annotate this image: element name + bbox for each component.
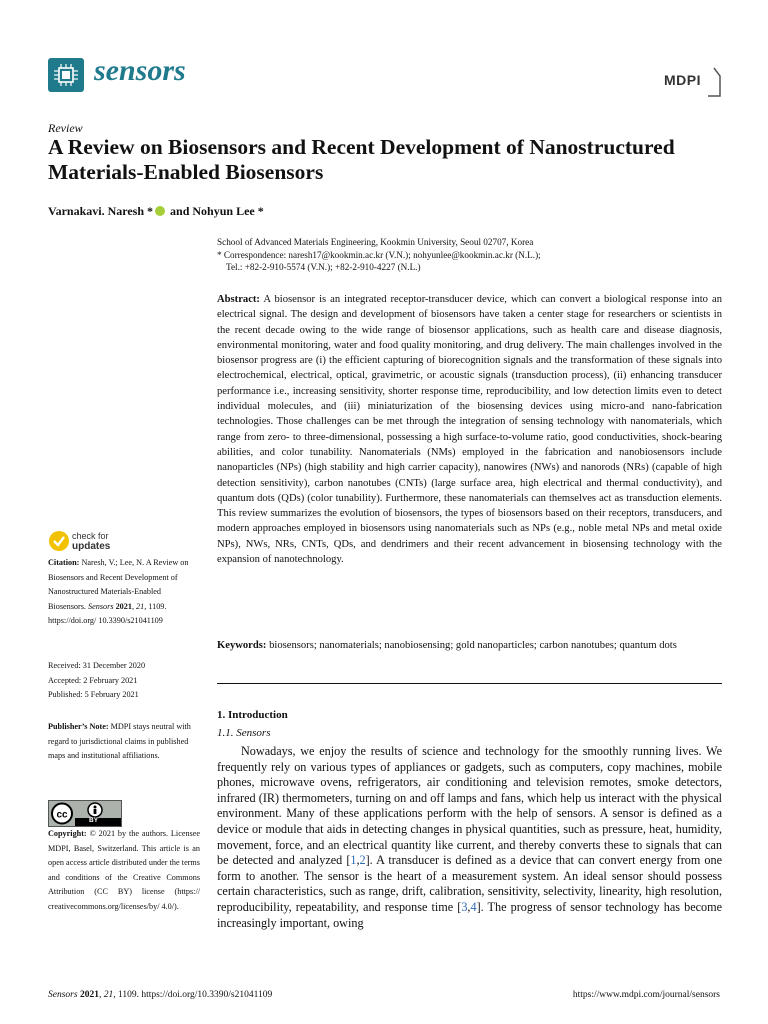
check-line1: check for [72,531,109,541]
cc-label: BY [89,817,99,824]
svg-text:cc: cc [56,809,68,821]
abstract-label: Abstract: [217,294,260,305]
correspondence: * Correspondence: naresh17@kookmin.ac.kr (V.N.); nohyunlee@kookmin.ac.kr (N.L.); [217,249,541,260]
affiliation-block [217,236,717,274]
affiliation: School of Advanced Materials Engineering, Kookmin University, Seoul 02707, Korea [217,237,534,247]
keywords-text: biosensors; nanomaterials; nanobiosensing; gold nanoparticles; carbon nanotubes; quantum dots [269,640,677,651]
copyright-block [48,827,200,915]
publisher-logo [664,64,722,100]
keywords-label: Keywords: [217,640,267,651]
abstract [217,292,722,567]
footer-citation: Sensors 2021, 21, 1109. https://doi.org/10.3390/s21041109 [48,990,273,1000]
body-text: ]. The progress of sensor technology has become increasingly important, owing [217,899,722,930]
orcid-icon[interactable] [155,206,165,216]
dates-block [48,659,200,703]
reference-separator: , [356,853,360,868]
abstract-text: A biosensor is an integrated receptor-transducer device, which can convert a biological response into an electrical signal. The design and development of biosensors have taken a center stage for researchers or scientists in the recent decade owing to the wide range of biosensor applications, such as health care and disease diagnosis, environmental monitoring, water and food quality monitoring, and drug delivery. The main challenges involved in the biosensor progress are (i) the efficient capturing of biorecognition signals and the transformation of these signals into electrochemical, electrical, optical, gravimetric, or acoustic signals (transduction process), (ii) enhancing transducer performance i.e., increasing sensitivity, shorter response time, reproducibility, and low detection limits even to detect individual molecules, and (iii) miniaturization of the biosensing devices using micro-and nano-fabrication technologies. Those challenges can be met through the integration of sensing technology with nanomaterials, which range from zero- to three-dimensional, possessing a high surface-to-volume ratio, good conductivities, shock-bearing abilities, and color tunability. Nanomaterials (NMs) employed in the fabrication and nanobiosensors include nanoparticles (NPs) (high stability and high carrier capacity), nanowires (NWs) and nanorods (NRs) (capable of high detection sensitivity), carbon nanotubes (CNTs) (large surface area, high electrical and thermal conductivity), and quantum dots (QDs) (color tunability). Furthermore, these nanomaterials can themselves act as transduction elements. This review summarizes the evolution of biosensors, the types of biosensors based on their receptors, transducers, and modern approaches employed in biosensors using nanomaterials such as NPs (e.g., noble metal NPs and metal oxide NPs), NWs, NRs, CNTs, QDs, and dendrimers and their recent advancement in biosensing technology with the expansion of nanotechnology. [217,294,722,566]
publisher-name: MDPI [664,72,701,88]
citation-block: Citation: Naresh, V.; Lee, N. A Review on Biosensors and Recent Development of Nanostructured Materials-Enabled Biosensors. Sensors 2021, 21, 1109. https://doi.org/ 10.3390/s21041109 [48,558,189,626]
accepted-date: Accepted: 2 February 2021 [48,675,138,685]
reference-link[interactable]: 3 [461,899,468,914]
copyright-label: Copyright: [48,829,87,838]
subsection-heading: 1.1. Sensors [217,727,271,739]
body-paragraph [217,744,722,931]
publisher-note [48,720,200,764]
check-for-updates-button[interactable] [48,530,111,557]
footer-volume: 21 [103,990,114,1000]
citation-volume: 21 [136,601,145,611]
chip-icon [52,62,80,88]
check-updates-icon [48,530,70,552]
copyright-text: © 2021 by the authors. Licensee MDPI, Basel, Switzerland. This article is an open access article distributed under the terms and conditions of the Creative Commons Attribution (CC BY) license (https:// creativecommons.org/licenses/by/ 4.0/). [48,829,201,911]
citation-journal: Sensors [88,601,114,611]
author-name: and Nohyun Lee * [167,204,264,218]
check-line2: updates [72,540,111,552]
author-list [48,204,264,219]
journal-name: sensors [94,54,186,87]
body-text: Nowadays, we enjoy the results of science and technology for the smoothly running lives. We frequently rely on various types of appliances or gadgets, such as computers, copy machines, mobile phones, microwave ovens, refrigerators, air conditioning and television remotes, smoke detectors, infrared (IR) thermometers, turning on and off lamps and fans, which help us interact with the physical environment. Many of these applications perform with the help of sensors. A sensor is defined as a device or module that aids in detecting changes in physical quantities, such as pressure, heat, humidity, movement, force, and an electrical quantity like current, and thereby converts these to signals that can be detected and analyzed [ [217,744,722,868]
keywords [217,638,722,653]
footer-journal-url[interactable]: https://www.mdpi.com/journal/sensors [572,990,720,1000]
citation-label: Citation: [48,558,80,567]
divider [217,683,722,684]
publisher-note-text: MDPI stays neutral with regard to jurisdictional claims in published maps and institutional affiliations. [48,722,191,761]
footer-journal: Sensors [48,990,78,1000]
author-name: Varnakavi. Naresh * [48,204,154,218]
citation-year: 2021 [115,601,132,611]
reference-link[interactable]: 2 [359,853,366,868]
reference-link[interactable]: 1 [350,853,357,868]
telephone: Tel.: +82-2-910-5574 (V.N.); +82-2-910-4227 (N.L.) [226,262,421,272]
citation-doi[interactable]: 1109. https://doi.org/ 10.3390/s21041109 [48,601,167,626]
citation-text: Naresh, V.; Lee, N. A Review on Biosensors and Recent Development of Nanostructured Materials-Enabled Biosensors. [48,558,189,611]
reference-separator: , [467,899,471,914]
article-title: A Review on Biosensors and Recent Development of Nanostructured Materials-Enabled Biosensors [48,135,675,184]
footer-year: 2021 [79,990,99,1000]
reference-link[interactable]: 4 [470,899,477,914]
published-date: Published: 5 February 2021 [48,690,139,700]
article-type: Review [48,121,83,135]
creative-commons-icon [49,801,121,826]
received-date: Received: 31 December 2020 [48,661,146,670]
body-text: ]. A transducer is defined as a device that can convert energy from one form to another. The sensor is the heart of a measurement system. An ideal sensor should possess certain characteristics, such as range, drift, calibration, sensitivity, selectivity, linearity, high resolution, reproducibility, repeatability, and response time [ [217,853,722,914]
publisher-note-label: Publisher’s Note: [48,722,109,731]
cc-by-license-badge[interactable] [48,800,122,827]
journal-logo-icon [48,58,84,92]
section-heading: 1. Introduction [217,709,288,721]
footer-doi[interactable]: 1109. https://doi.org/10.3390/s21041109 [117,990,273,1000]
